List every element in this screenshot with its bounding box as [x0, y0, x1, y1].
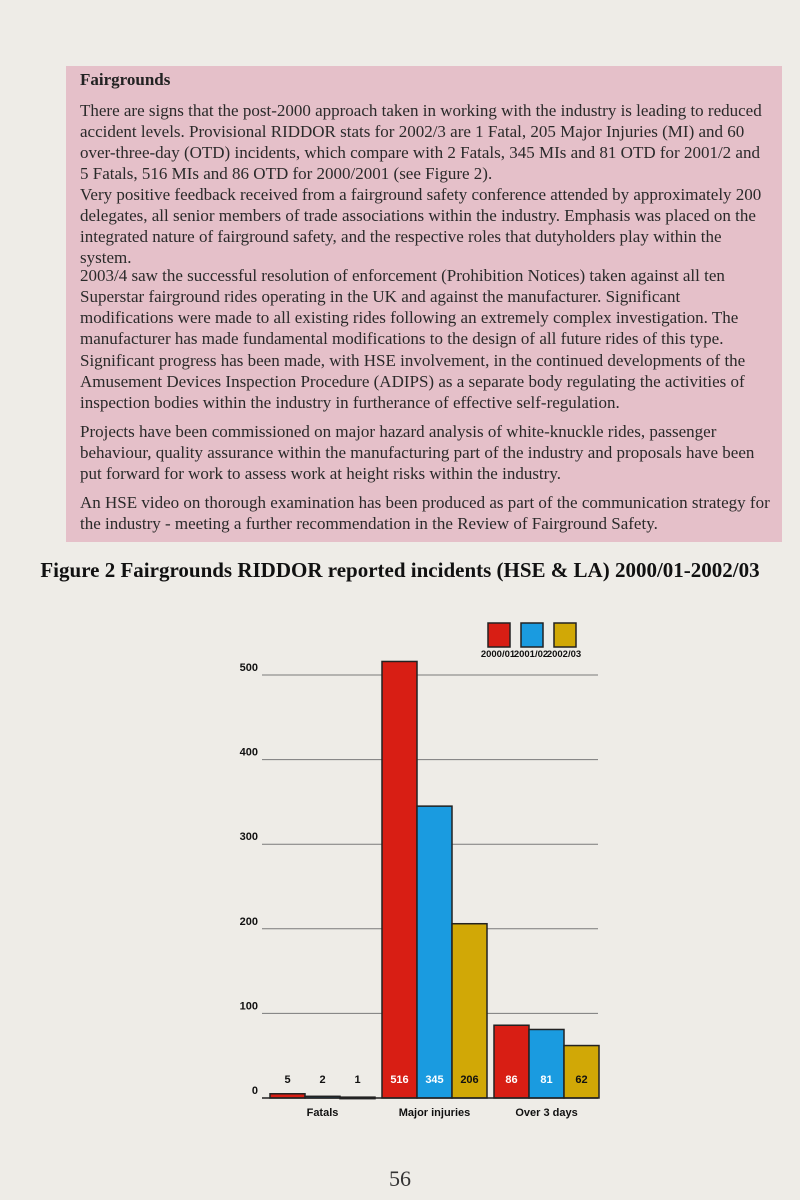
paragraph-4: Significant progress has been made, with HSE involvement, in the continued developments of the Amusement Devices Inspection Procedure (ADIPS) as a separate body regulating the activities of inspection bodies within the industry in furtherance of effective self-regulation. — [80, 351, 746, 412]
category-label: Major injuries — [398, 1107, 471, 1119]
paragraph-5: Projects have been commissioned on major hazard analysis of white-knuckle rides, passenger behaviour, quality assurance within the manufacturing part of the industry and proposals have been put forward for work to assess work at height risks within the industry. — [80, 422, 755, 483]
y-tick-label: 400 — [239, 746, 258, 759]
legend-swatch — [488, 623, 510, 647]
bar-value-label: 62 — [575, 1074, 588, 1086]
bar-value-label: 5 — [284, 1074, 291, 1086]
y-tick-label: 100 — [239, 1000, 258, 1013]
y-tick-label: 500 — [239, 662, 258, 674]
bar-value-label: 1 — [354, 1074, 361, 1086]
bar — [417, 806, 452, 1098]
bar — [452, 924, 487, 1098]
bar-value-label: 81 — [540, 1074, 553, 1086]
category-label: Over 3 days — [515, 1107, 578, 1119]
legend-swatch — [554, 623, 576, 647]
bar — [494, 1025, 529, 1098]
page-number: 56 — [389, 1166, 411, 1191]
bar-value-label: 206 — [460, 1074, 479, 1086]
legend-swatch — [521, 623, 543, 647]
legend-label: 2000/01 — [480, 649, 516, 660]
bar-value-label: 345 — [425, 1074, 444, 1086]
bar-value-label: 2 — [319, 1074, 326, 1086]
bar-value-label: 86 — [505, 1074, 518, 1086]
bar-value-label: 516 — [390, 1074, 409, 1086]
paragraph-3: 2003/4 saw the successful resolution of enforcement (Prohibition Notices) taken against all ten Superstar fairground rides operating in the UK and against the manufacturer. Significant modifications were made to all existing rides following an extremely complex investigation. The manufacturer has made fundamental modifications to the design of all future rides of this type. — [80, 266, 739, 348]
paragraph-6: An HSE video on thorough examination has been produced as part of the communication strategy for the industry - meeting a further recommendation in the Review of Fairground Safety. — [80, 493, 770, 533]
y-tick-label: 300 — [239, 831, 258, 844]
legend-label: 2002/03 — [546, 649, 582, 660]
bar — [382, 661, 417, 1098]
bar — [529, 1029, 564, 1098]
section-heading: Fairgrounds — [80, 70, 171, 89]
y-tick-label: 200 — [239, 915, 258, 928]
category-label: Fatals — [306, 1107, 339, 1119]
bar — [564, 1046, 599, 1098]
paragraph-2: Very positive feedback received from a fairground safety conference attended by approximately 200 delegates, all senior members of trade associations within the industry. Emphasis was placed on the integrated nature of fairground safety, and the respective roles that dutyholders play within the system. — [80, 185, 762, 267]
paragraph-1: There are signs that the post-2000 approach taken in working with the industry is leading to reduced accident levels. Provisional RIDDOR stats for 2002/3 are 1 Fatal, 205 Major Injuries (MI) and 60 over-three-day (OTD) incidents, which compare with 2 Fatals, 345 MIs and 81 OTD for 2001/2 and 5 Fatals, 516 MIs and 86 OTD for 2000/2001 (see Figure 2). — [80, 101, 762, 183]
y-tick-label: 0 — [251, 1085, 258, 1097]
legend-label: 2001/02 — [513, 649, 549, 660]
figure-title: Figure 2 Fairgrounds RIDDOR reported incidents (HSE & LA) 2000/01-2002/03 — [40, 558, 760, 582]
